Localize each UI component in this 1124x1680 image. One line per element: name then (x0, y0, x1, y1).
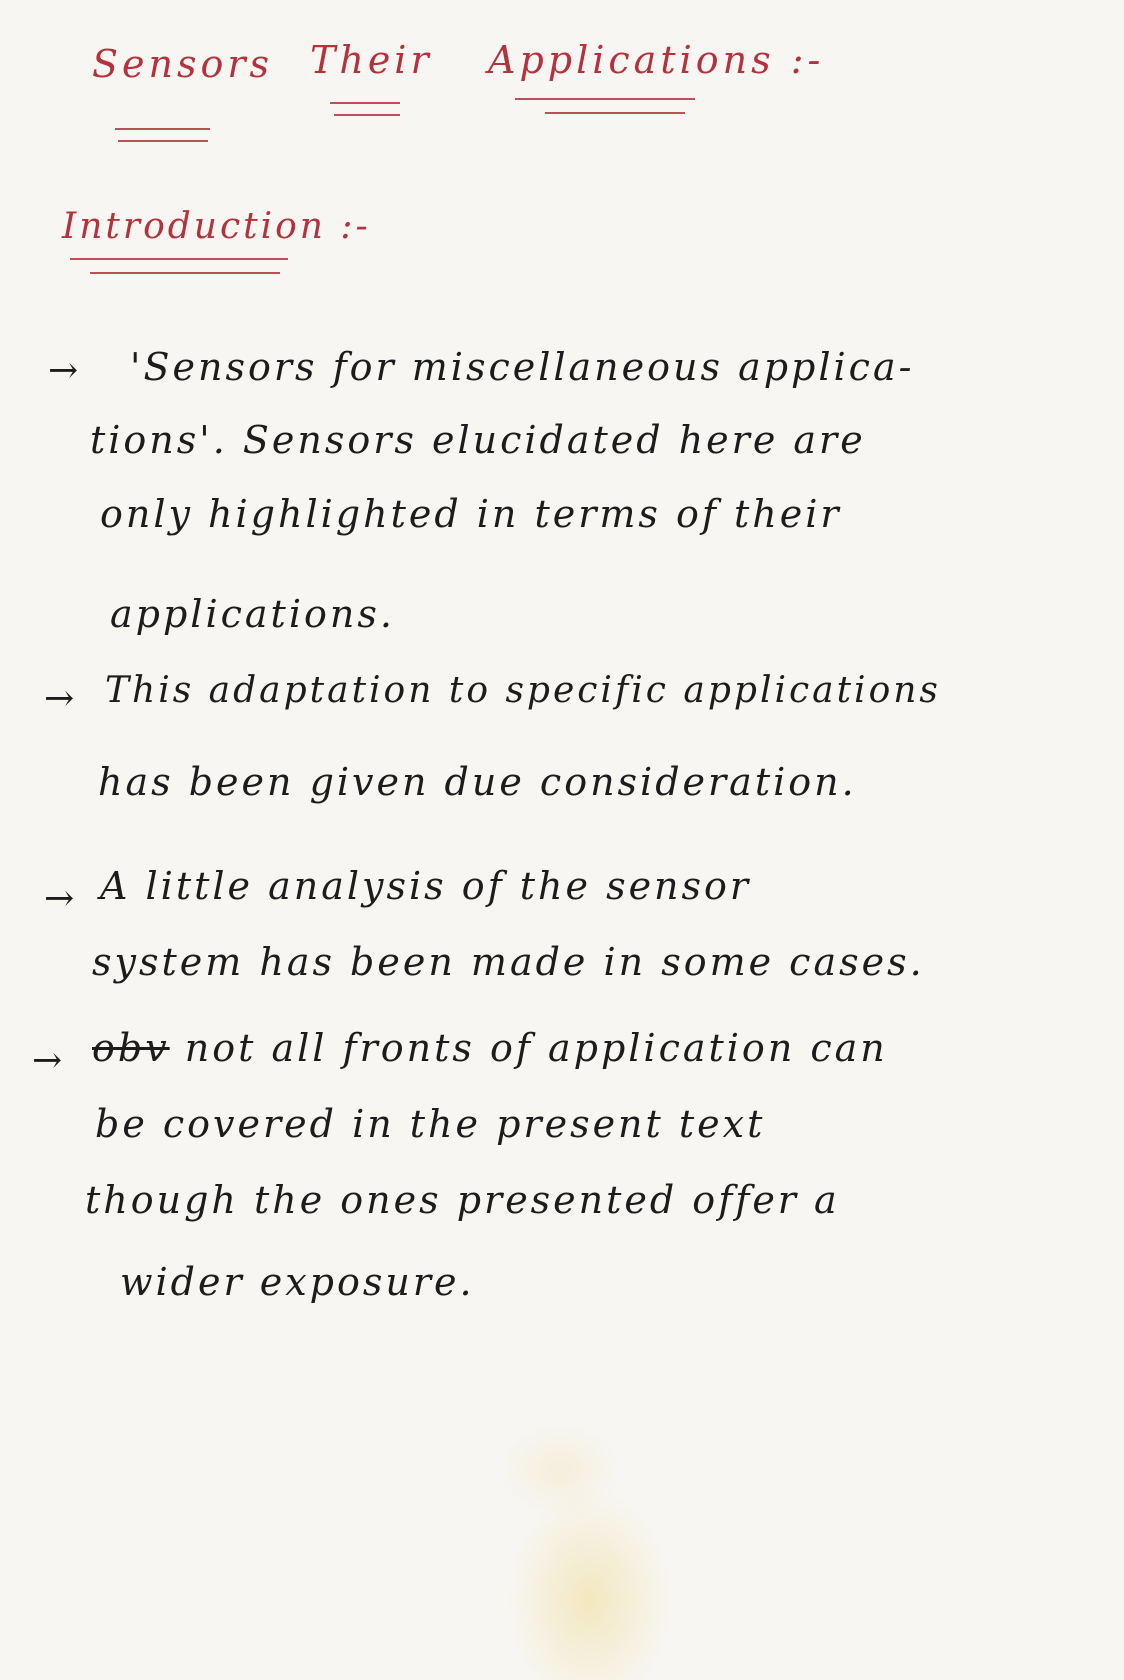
bullet-4-line-1 (92, 1026, 888, 1070)
bullet-arrow-icon: → (32, 1040, 63, 1081)
title-underline-1a (115, 128, 210, 130)
page-title (0, 0, 1124, 120)
title-underline-3a (515, 98, 695, 100)
bullet-4-line-2: be covered in the present text (95, 1102, 766, 1146)
bullet-1-line-4: applications. (110, 592, 395, 636)
title-underline-3b (545, 112, 685, 114)
bullet-4-line-4: wider exposure. (120, 1260, 475, 1304)
bullet-1-line-2: tions'. Sensors elucidated here are (90, 418, 866, 462)
bullet-3-line-2: system has been made in some cases. (92, 940, 925, 984)
title-underline-2a (330, 102, 400, 104)
title-underline-1b (118, 140, 208, 142)
bullet-4-line-3: though the ones presented offer a (85, 1178, 840, 1222)
bullet-1-line-1: 'Sensors for miscellaneous applica- (130, 345, 915, 389)
bullet-arrow-icon: → (48, 350, 79, 391)
bullet-4-line-1-text: not all fronts of application can (184, 1026, 888, 1070)
title-word-applications: Applications :- (488, 38, 825, 82)
section-heading: Introduction :- (62, 206, 371, 247)
bullet-1-line-3: only highlighted in terms of their (100, 492, 842, 536)
title-word-sensors: Sensors (92, 42, 274, 86)
heading-underline-2 (90, 272, 280, 274)
bullet-3-line-1: A little analysis of the sensor (100, 864, 752, 908)
struck-word: obv (92, 1026, 170, 1070)
title-word-their: Their (310, 38, 433, 82)
title-underline-2b (334, 114, 400, 116)
bullet-2-line-1: This adaptation to specific applications (105, 670, 941, 711)
bullet-arrow-icon: → (44, 878, 75, 919)
bullet-2-line-2: has been given due consideration. (98, 760, 857, 804)
bullet-arrow-icon: → (44, 678, 75, 719)
heading-underline-1 (70, 258, 288, 260)
